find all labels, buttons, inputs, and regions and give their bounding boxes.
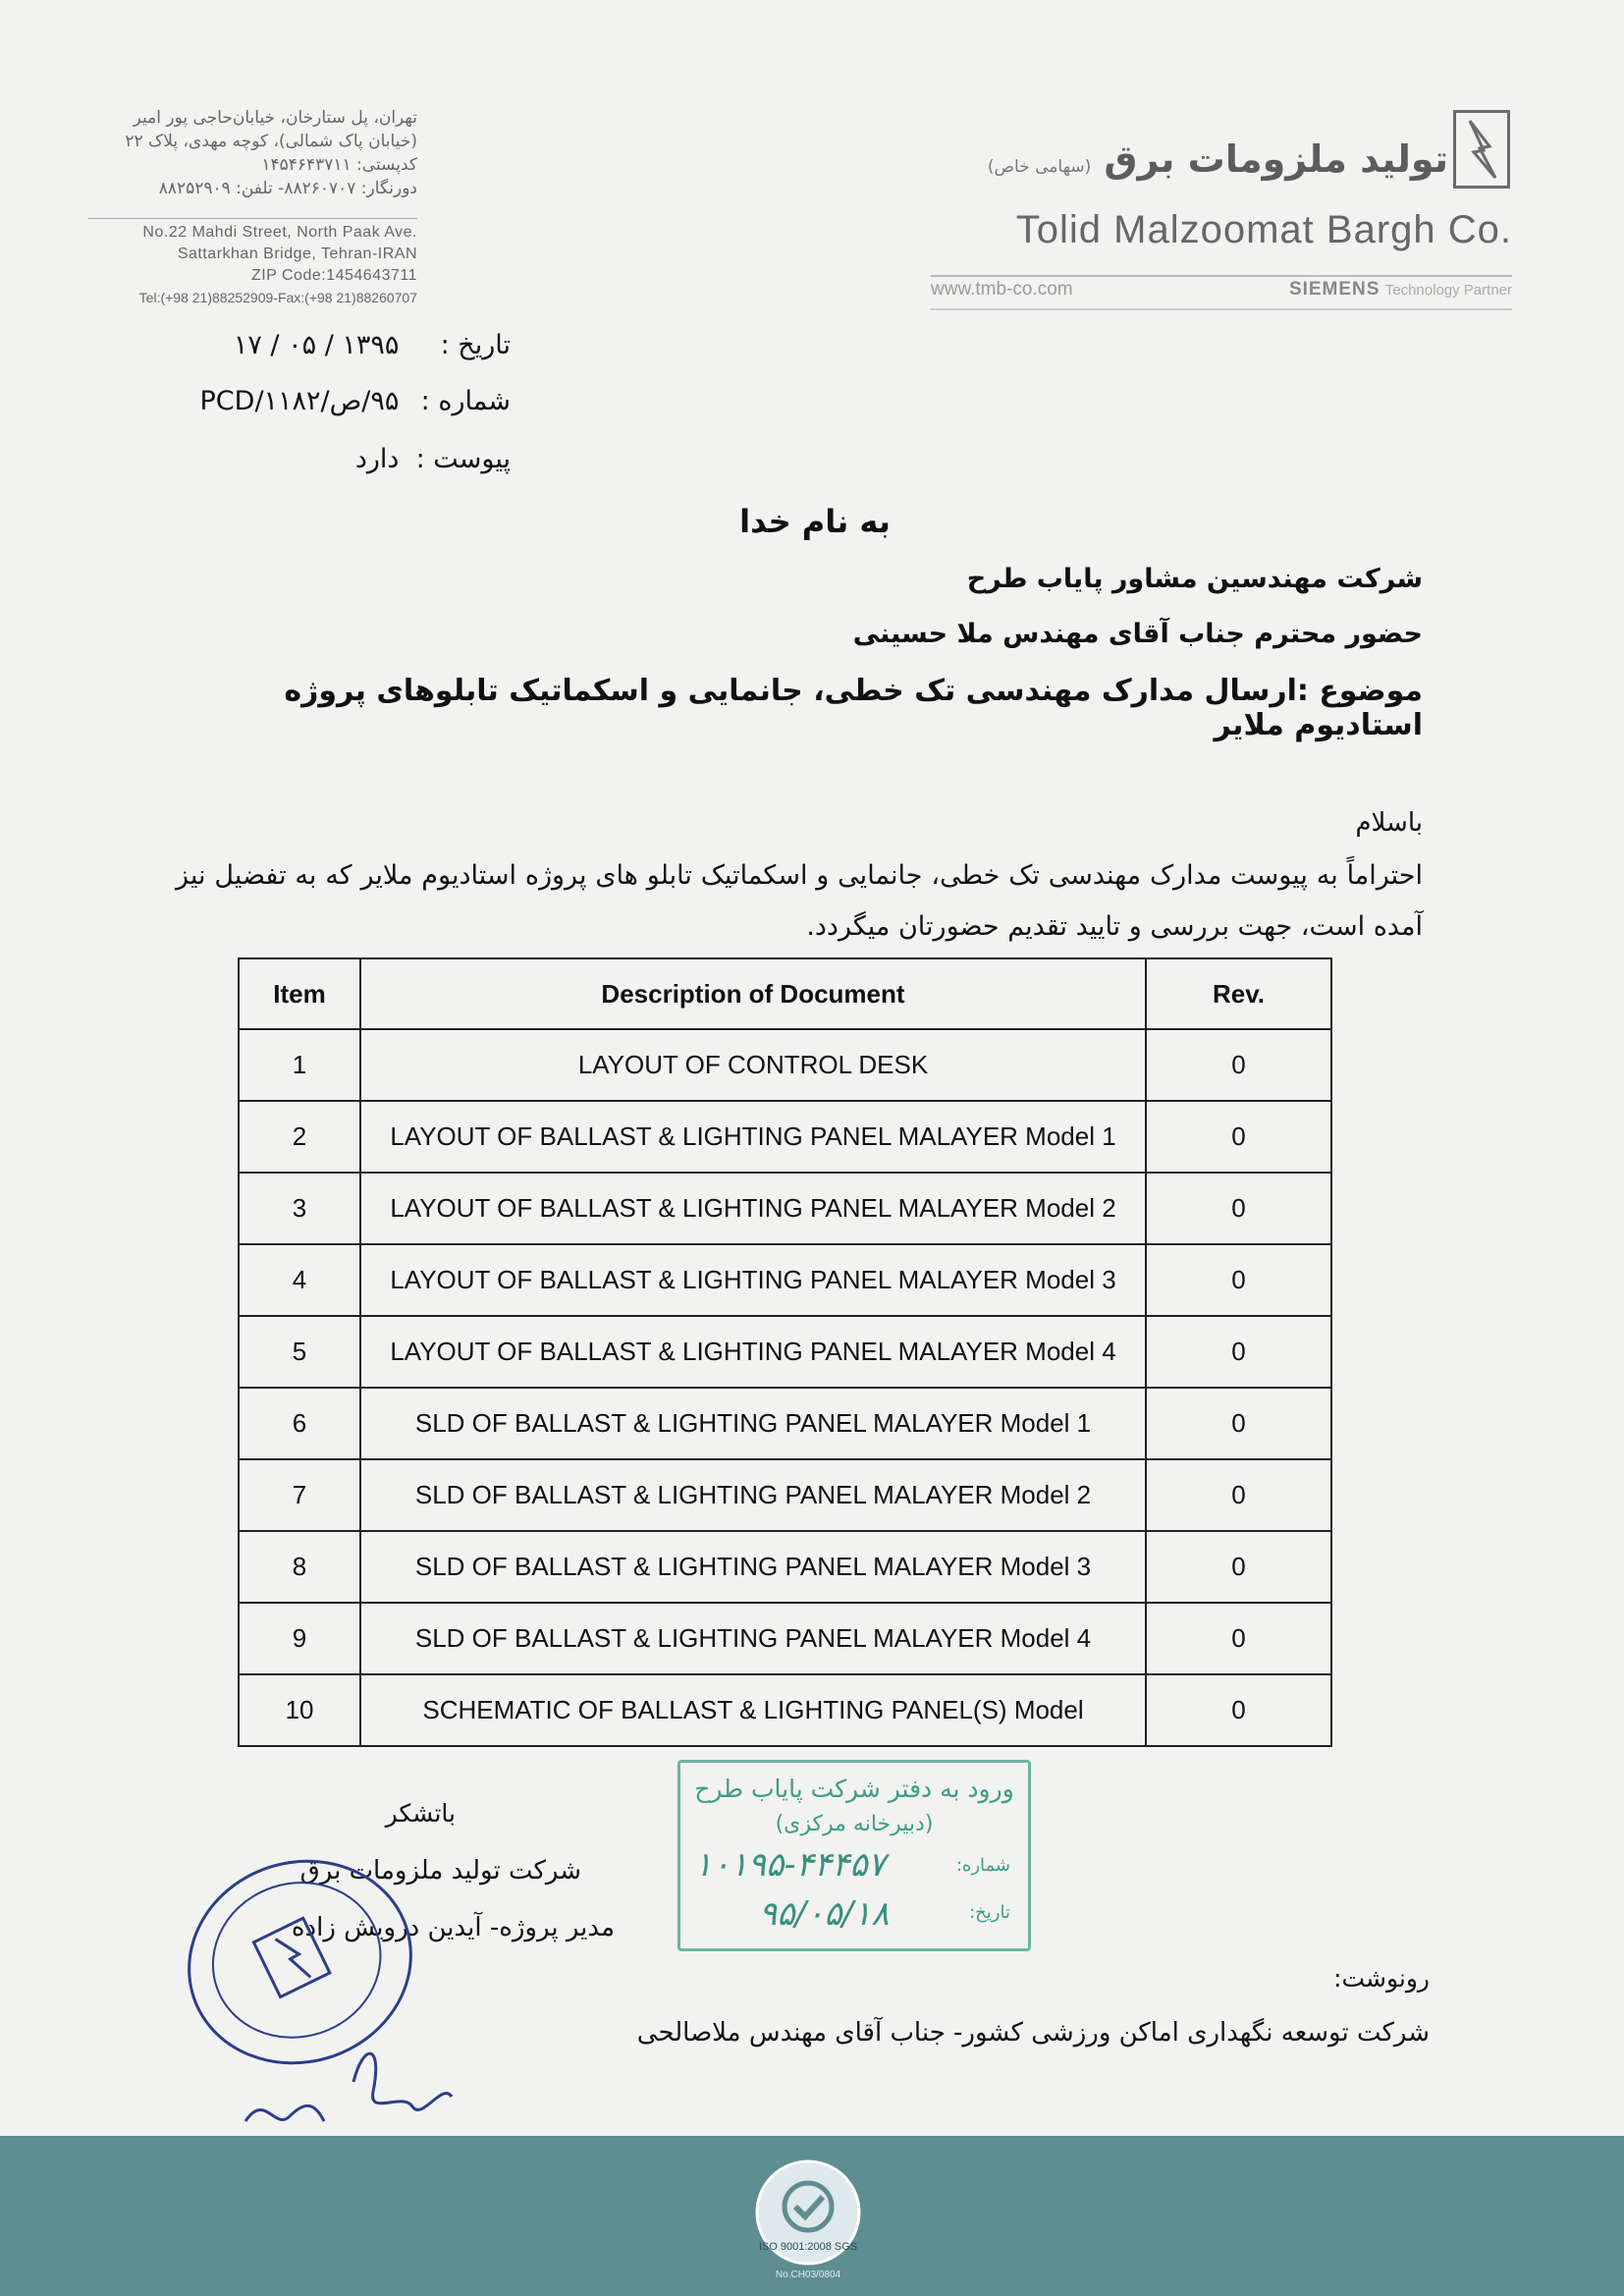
cell-description: LAYOUT OF BALLAST & LIGHTING PANEL MALAYER Model 1 [360,1101,1146,1173]
cell-description: SLD OF BALLAST & LIGHTING PANEL MALAYER Model 3 [360,1531,1146,1603]
cell-rev: 0 [1146,1029,1331,1101]
certification-badge-icon [744,2156,872,2283]
cell-rev: 0 [1146,1101,1331,1173]
table-row [239,1603,1331,1674]
attachment-value: دارد [354,444,400,474]
table-row [239,1101,1331,1173]
table-row [239,1244,1331,1316]
address-divider [88,218,417,219]
date-field [137,330,511,360]
signature-icon [236,2023,471,2145]
website-link[interactable]: www.tmb-co.com [931,279,1073,300]
number-label: شماره : [420,386,511,416]
company-address-fa [83,106,417,200]
stamp-number-label: شماره: [955,1855,1010,1876]
company-logo-icon [1453,110,1510,189]
partner-badge [1218,279,1512,301]
company-name-en: Tolid Malzoomat Bargh Co. [1015,208,1512,251]
date-label: تاریخ : [440,330,511,360]
documents-table [238,957,1332,1747]
cell-rev: 0 [1146,1603,1331,1674]
cell-description: LAYOUT OF BALLAST & LIGHTING PANEL MALAYER Model 4 [360,1316,1146,1388]
cell-item: 7 [239,1459,360,1531]
recipient-company: شرکت مهندسین مشاور پایاب طرح [966,564,1423,594]
cert-code: No.CH03/0804 [775,2269,841,2280]
cc-label: رونوشت: [1333,1964,1430,1993]
table-row [239,1531,1331,1603]
header-rev: Rev. [1146,958,1331,1029]
stamp-subtitle: (دبیرخانه مرکزی) [775,1812,934,1836]
address-line: تهران، پل ستارخان، خیابان‌حاجی پور امیر [133,108,417,128]
address-line: Sattarkhan Bridge, Tehran-IRAN [177,246,417,262]
stamp-title: ورود به دفتر شرکت پایاب طرح [694,1775,1014,1803]
cell-rev: 0 [1146,1674,1331,1746]
address-line: کدپستی: ۱۴۵۴۶۴۳۷۱۱ [261,155,417,175]
cell-item: 3 [239,1173,360,1244]
cell-rev: 0 [1146,1459,1331,1531]
address-line: ZIP Code:1454643711 [250,267,417,284]
table-row [239,1459,1331,1531]
signer-company: شرکت تولید ملزومات برق [299,1856,581,1886]
partner-text: Technology Partner [1384,282,1512,299]
cell-description: SLD OF BALLAST & LIGHTING PANEL MALAYER Model 1 [360,1388,1146,1459]
cell-description: SCHEMATIC OF BALLAST & LIGHTING PANEL(S) Model [360,1674,1146,1746]
signer-title: مدیر پروژه- آیدین درویش زاده [291,1913,615,1942]
header-description: Description of Document [360,958,1146,1029]
cell-description: LAYOUT OF BALLAST & LIGHTING PANEL MALAYER Model 3 [360,1244,1146,1316]
cell-description: SLD OF BALLAST & LIGHTING PANEL MALAYER Model 4 [360,1603,1146,1674]
company-name-fa [982,137,1448,181]
cell-item: 8 [239,1531,360,1603]
stamp-date-value: ۹۵/۰۵/۱۸ [759,1894,890,1934]
closing-thanks: باتشکر [385,1799,456,1828]
table-row [239,1674,1331,1746]
number-field [137,386,511,416]
attachment-label: پیوست : [415,444,511,474]
cell-item: 6 [239,1388,360,1459]
address-line: (خیابان پاک شمالی)، کوچه مهدی، پلاک ۲۲ [125,132,417,151]
cell-item: 1 [239,1029,360,1101]
address-line: دورنگار: ۸۸۲۶۰۷۰۷- تلفن: ۸۸۲۵۲۹۰۹ [158,179,417,198]
cert-text: ISO 9001:2008 SGS [758,2241,858,2253]
cell-rev: 0 [1146,1388,1331,1459]
table-row [239,1029,1331,1101]
table-row [239,1388,1331,1459]
table-header-row [239,958,1331,1029]
letter-body: احتراماً به پیوست مدارک مهندسی تک خطی، جانمایی و اسکماتیک تابلو های پروژه استادیوم ملایر که به تفضیل نیز آمده است، جهت بررسی و تایید تقدیم حضورتان میگردد. [176,860,1423,942]
company-name-fa-text: تولید ملزومات برق [1104,137,1448,181]
cell-rev: 0 [1146,1173,1331,1244]
header-item: Item [239,958,360,1029]
attachment-field [137,444,511,474]
number-value: ۹۵/ص/PCD/۱۱۸۲ [199,386,400,416]
registry-stamp [677,1760,1031,1951]
cell-rev: 0 [1146,1244,1331,1316]
cell-description: SLD OF BALLAST & LIGHTING PANEL MALAYER Model 2 [360,1459,1146,1531]
cell-description: LAYOUT OF CONTROL DESK [360,1029,1146,1101]
bismillah-heading: به نام خدا [739,503,891,540]
cc-recipient: شرکت توسعه نگهداری اماکن ورزشی کشور- جناب آقای مهندس ملاصالحی [636,2018,1430,2048]
company-type: (سهامی خاص) [987,157,1092,177]
stamp-number-value: ۱۰۱۹۵-۴۴۴۵۷ [694,1845,886,1885]
recipient-person: حضور محترم جناب آقای مهندس ملا حسینی [852,619,1423,649]
cell-item: 2 [239,1101,360,1173]
table-row [239,1316,1331,1388]
cell-rev: 0 [1146,1316,1331,1388]
company-address-en [83,222,417,308]
cell-item: 4 [239,1244,360,1316]
address-line: No.22 Mahdi Street, North Paak Ave. [142,224,417,241]
stamp-date-label: تاریخ: [969,1902,1010,1923]
cell-description: LAYOUT OF BALLAST & LIGHTING PANEL MALAYER Model 2 [360,1173,1146,1244]
cell-rev: 0 [1146,1531,1331,1603]
cell-item: 5 [239,1316,360,1388]
table-row [239,1173,1331,1244]
greeting: باسلام [1355,808,1423,838]
address-line: Tel:(+98 21)88252909-Fax:(+98 21)88260707 [138,290,417,305]
cell-item: 9 [239,1603,360,1674]
letter-subject: موضوع :ارسال مدارک مهندسی تک خطی، جانمایی و اسکماتیک تابلوهای پروژه استادیوم ملایر [284,674,1423,742]
cell-item: 10 [239,1674,360,1746]
date-value: ۱۳۹۵ / ۰۵ / ۱۷ [233,330,400,360]
partner-brand: SIEMENS [1288,279,1380,300]
